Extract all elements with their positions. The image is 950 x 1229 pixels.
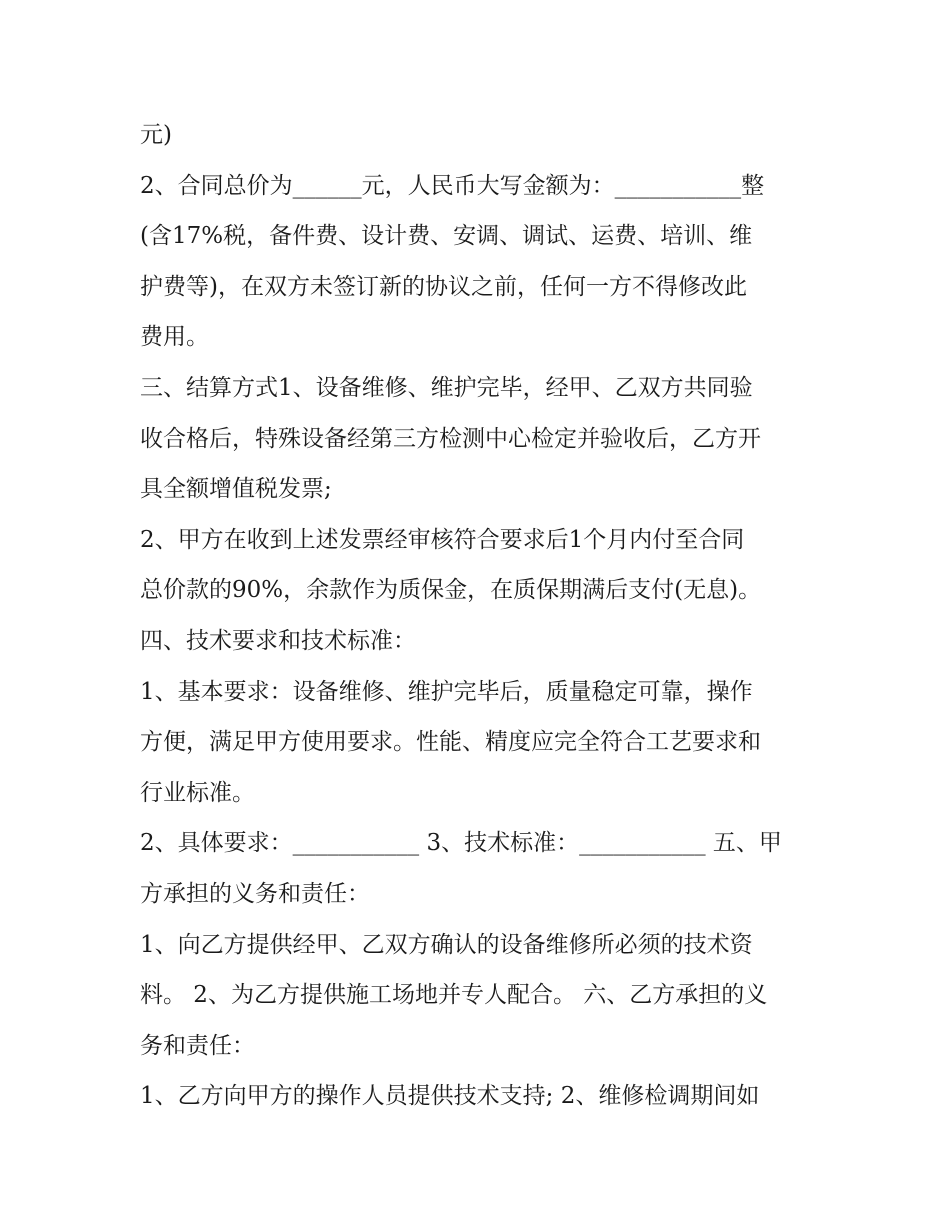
text-line: (含17%税，备件费、设计费、安调、调试、运费、培训、维 xyxy=(140,223,753,250)
text-line: 料。 2、为乙方提供施工场地并专人配合。 六、乙方承担的义 xyxy=(140,982,768,1009)
text-line: 2、合同总价为______元，人民币大写金额为：___________整 xyxy=(140,172,765,199)
text-line: 方承担的义务和责任： xyxy=(140,880,370,907)
text-line: 2、具体要求：___________ 3、技术标准：___________ 五、甲 xyxy=(140,830,782,857)
text-line: 行业标准。 xyxy=(140,779,255,806)
text-line: 元) xyxy=(140,122,172,148)
text-line: 总价款的90%，余款作为质保金，在质保期满后支付(无息)。 xyxy=(140,577,762,604)
text-line: 护费等)，在双方未签订新的协议之前，任何一方不得修改此 xyxy=(140,273,747,300)
text-line: 四、技术要求和技术标准： xyxy=(140,627,416,654)
text-line: 1、乙方向甲方的操作人员提供技术支持; 2、维修检调期间如 xyxy=(140,1083,760,1110)
text-line: 费用。 xyxy=(140,324,209,351)
text-line: 1、向乙方提供经甲、乙双方确认的设备维修所必须的技术资 xyxy=(140,931,753,958)
text-line: 具全额增值税发票; xyxy=(140,476,332,503)
text-line: 务和责任： xyxy=(140,1032,255,1059)
text-line: 收合格后，特殊设备经第三方检测中心检定并验收后，乙方开 xyxy=(140,425,761,452)
text-line: 三、结算方式1、设备维修、维护完毕，经甲、乙双方共同验 xyxy=(140,374,753,401)
text-line: 1、基本要求：设备维修、维护完毕后，质量稳定可靠，操作 xyxy=(140,678,753,705)
contract-body-text xyxy=(140,110,820,1122)
text-line: 方便，满足甲方使用要求。性能、精度应完全符合工艺要求和 xyxy=(140,729,761,756)
text-line: 2、甲方在收到上述发票经审核符合要求后1个月内付至合同 xyxy=(140,526,745,553)
